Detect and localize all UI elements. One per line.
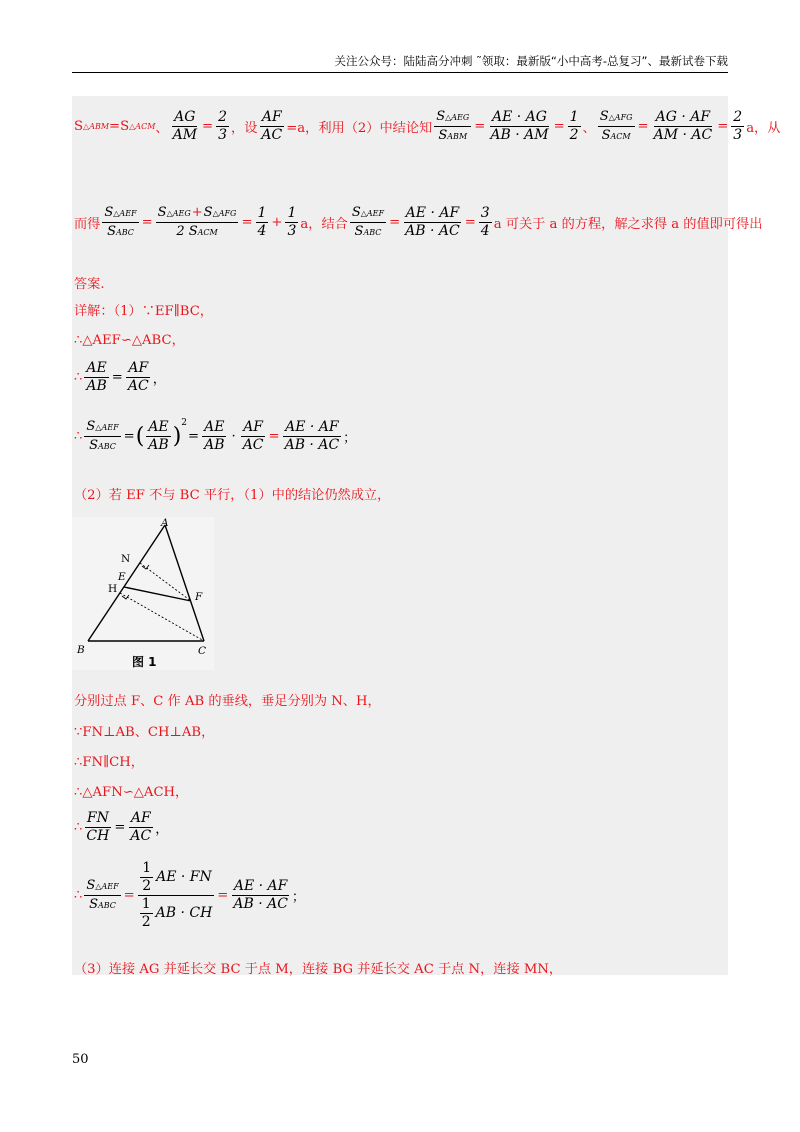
side-ab [88,525,165,641]
fraction [156,204,239,241]
numerator: S△AEF [102,204,138,223]
denominator: SABC [354,224,382,239]
page-header: 关注公众号：陆陆高分冲刺 ˜领取：最新版“小中高考-总复习”、最新试卷下载 [72,52,728,73]
numerator: 2 [218,109,228,125]
label-f: F [195,591,203,603]
fraction [256,205,269,240]
numerator: S△AEF [84,877,120,896]
fraction [84,810,111,845]
denominator: AB [148,437,169,453]
denominator: SACM [601,128,631,143]
fraction [479,205,492,240]
numerator: S△AFG [598,108,635,127]
text-segment: ， [152,372,166,387]
numerator: S△AEF [84,418,120,437]
text-segment: ∴ [74,429,83,444]
denominator: AB · AM [490,127,549,143]
fraction [202,419,226,454]
text-segment: ∴ [74,888,83,903]
numerator: S△AEF [350,204,386,223]
text-segment: ，设 [231,121,258,136]
numerator: AG · AF [655,109,711,125]
fraction [598,108,635,145]
denominator: AC [130,828,152,844]
text-segment: =a，利用（2）中结论知 [286,121,433,136]
label-n: N [121,553,131,565]
solution-line-6: ∴ $\frac{AE}{AB}$ = $\frac{AF}{AC}$ ， [74,360,166,394]
solution-line-1: S △ABM =S △ACM 、 $\frac{AG}{AM}$ = $\frac{2}{3}$ ，设 $\frac{AF}{AC}$ =a，利用（2）中结论知 $\frac{\text{S△AEG}}{\text{SABM}}$ = $\frac{AE \cdot AG}{AB \cdot AM}$ = $\frac{1}{2}$ 、 $\frac{\text{S△AFG}}{\text{SACM}}$ = $\frac{AG \cdot AF}{AM \cdot AC}$ = $\frac{2}{3}$ a，从 [74,109,781,143]
fraction [652,109,715,144]
solution-line-8: （2）若 EF 不与 BC 平行，（1）中的结论仍然成立， [74,488,391,503]
denominator: AB · AC [284,437,340,453]
subscript: △ABM [83,122,110,131]
numerator: AF [243,419,264,435]
solution-line-7: ∴ $\frac{\text{S△AEF}}{\text{SABC}}$ = ( $\frac{AE}{AB}$ ) 2 = $\frac{AE}{AB}$ · $\frac{AF}{AC}$ = $\frac{AE \cdot AF}{AB \cdot AC}$ ； [74,417,357,453]
fraction [84,877,120,914]
fraction [84,418,120,455]
numerator: $\frac{1}{2}$ AE · FN [138,860,214,896]
fraction [488,109,550,144]
numerator: AF [130,810,151,826]
denominator: $\frac{1}{2}$ AB · CH [141,896,213,930]
numerator: 3 [480,205,490,221]
solution-line-11: ∴FN∥CH， [74,755,144,770]
perpendicular-ch [120,593,204,641]
denominator: SABC [107,224,134,239]
denominator: AB [204,437,225,453]
fraction [283,419,342,454]
solution-line-15: （3）连接 AG 并延长交 BC 于点 M，连接 BG 并延长交 AC 于点 N，连接 MN， [74,962,563,977]
denominator: AC [261,127,283,143]
label-a: A [161,517,169,529]
subscript: △ACM [129,122,156,131]
denominator: 4 [480,223,490,239]
right-angle-mark-h [122,595,129,599]
numerator: AE · AF [405,205,460,221]
fraction [731,109,744,144]
solution-line-3: 答案. [74,277,105,292]
label-b: B [77,644,85,656]
text-segment: a，从 [746,121,781,136]
compound-fraction [138,860,215,931]
denominator: AM [172,127,198,143]
geometry-figure [72,517,214,670]
numerator: AE · AF [285,419,339,435]
denominator: SABM [438,128,468,143]
fraction [231,878,290,913]
fraction [241,419,266,454]
denominator: AB [86,378,107,394]
numerator: AG [174,109,196,125]
numerator: 1 [257,205,267,221]
denominator: 4 [257,223,267,239]
fraction [84,360,108,395]
solution-line-13: ∴ $\frac{FN}{CH}$ = $\frac{AF}{AC}$ ， [74,810,169,844]
fraction [434,108,471,145]
numerator: S△AEG [434,108,471,127]
text-segment: 而得 [74,217,101,232]
denominator: AC [242,437,264,453]
numerator: S△AEG+S△AFG [156,204,239,223]
denominator: 2 [569,127,579,143]
label-e: E [118,571,126,583]
denominator: AM · AC [653,127,713,143]
denominator: 3 [287,223,297,239]
page-number: 50 [72,1052,89,1067]
denominator: 3 [218,127,228,143]
denominator: 3 [733,127,743,143]
numerator: AE · AF [233,878,288,894]
denominator: 2 SACM [176,224,218,239]
exponent: 2 [181,417,188,428]
text-segment: ∴ [74,370,83,385]
text-segment: a，结合 [300,217,348,232]
text-segment: a 可关于 a 的方程，解之求得 a 的值即可得出 [493,217,763,232]
text-segment: ， [155,822,169,837]
text-segment: =S [109,119,130,134]
numerator: FN [86,810,109,826]
side-ac [165,525,204,641]
text-segment: ； [343,431,357,446]
fraction [102,204,138,241]
fraction [126,360,151,395]
solution-line-10: ∵FN⊥AB、CH⊥AB， [74,725,215,740]
fraction [171,109,199,144]
fraction [259,109,284,144]
segment-ef [124,587,191,601]
numerator: AF [261,109,282,125]
denominator: SABC [89,897,116,912]
numerator: AE [204,419,225,435]
fraction [146,419,170,454]
text-segment: ； [291,890,306,905]
figure-caption: 图 1 [132,655,157,669]
numerator: AF [128,360,149,376]
solution-line-14: ∴ $\frac{\text{S△AEF}}{\text{SABC}}$ = $\frac{1}{2}$ AE · FN $\frac{1}{2}$ AB · CH = $\frac{AE \cdot AF}{AB \cdot AC}$ ； [74,860,306,930]
numerator: AE [148,419,169,435]
numerator: 2 [733,109,743,125]
solution-line-2: 而得 $\frac{\text{S△AEF}}{\text{SABC}}$ = $\frac{\text{S△AEG+S△AFG}}{\text{2 SACM}}$ = $\frac{1}{4}$ + $\frac{1}{3}$ a，结合 $\frac{\text{S△AEF}}{\text{SABC}}$ = $\frac{AE \cdot AF}{AB \cdot AC}$ = $\frac{3}{4}$ a 可关于 a 的方程，解之求得 a 的值即可得出 [74,205,763,239]
solution-line-4: 详解：（1）∵EF∥BC， [74,304,213,319]
denominator: CH [86,828,110,844]
numerator: 1 [569,109,579,125]
denominator: SABC [89,438,116,453]
text-segment: S [74,119,84,134]
fraction [216,109,229,144]
label-c: C [198,645,207,657]
fraction [350,204,386,241]
denominator: AC [127,378,149,394]
numerator: AE · AG [491,109,547,125]
fraction [568,109,581,144]
numerator: 1 [287,205,297,221]
numerator: AE [86,360,107,376]
fraction [285,205,298,240]
solution-line-9: 分别过点 F、C 作 AB 的垂线，垂足分别为 N、H， [74,694,381,709]
text-segment: 、 [582,121,596,136]
triangle-diagram [72,517,214,670]
text-segment: ∴ [74,820,83,835]
denominator: AB · AC [233,896,288,912]
fraction [128,810,153,845]
denominator: AB · AC [405,223,460,239]
label-h: H [108,583,118,595]
text-segment: 、 [155,121,169,136]
solution-line-12: ∴△AFN∽△ACH， [74,785,189,800]
fraction [403,205,462,240]
solution-line-5: ∴△AEF∽△ABC， [74,333,185,348]
